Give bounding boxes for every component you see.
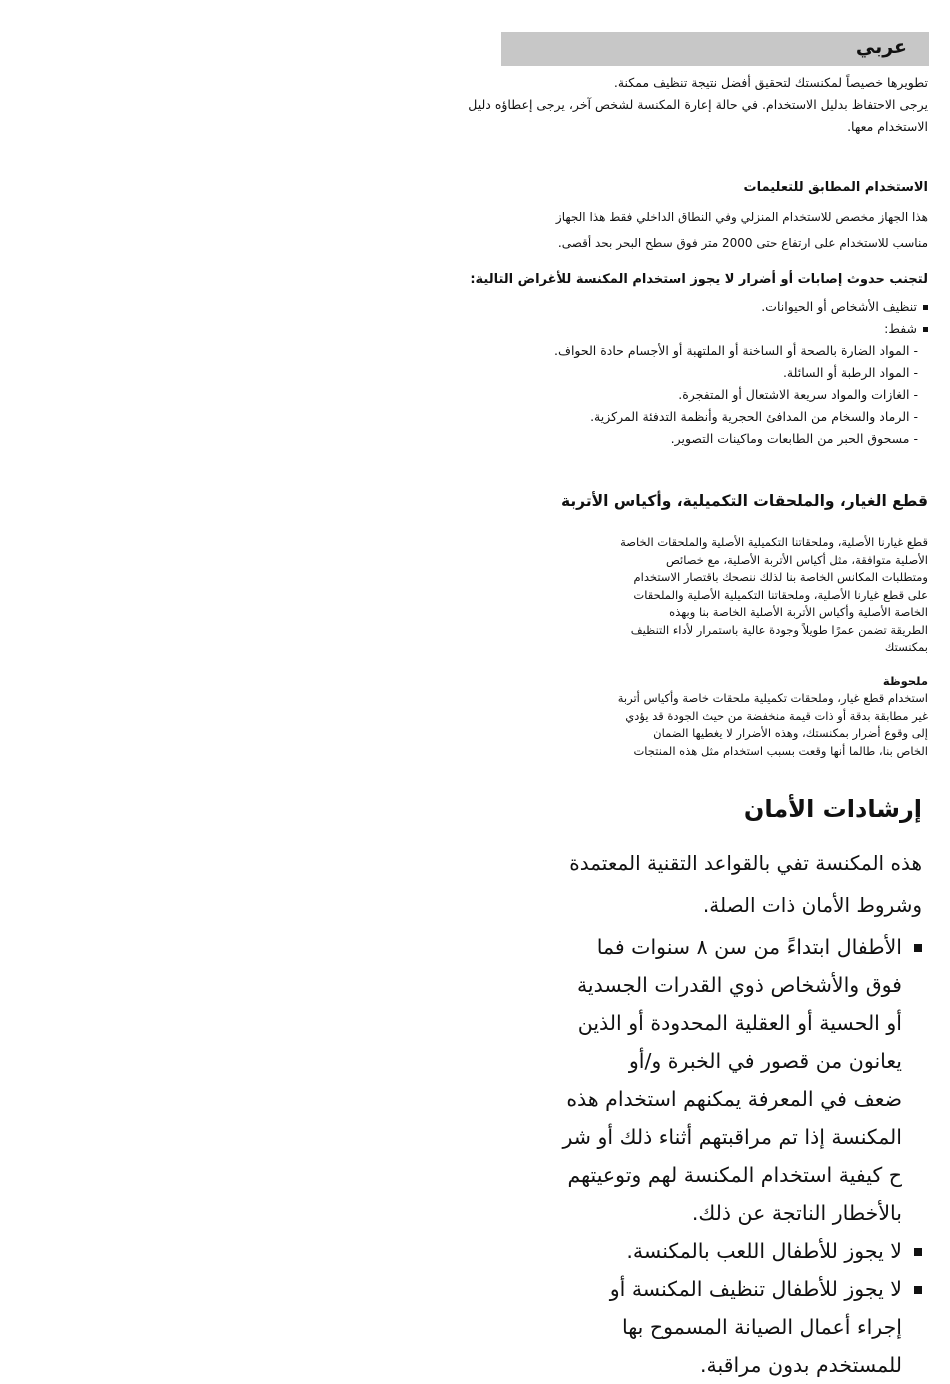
prohibited-use-title: لتجنب حدوث إصابات أو أضرار لا يجوز استخدام المكنسة للأغراض التالية: (470, 272, 928, 287)
note-line: إلى وقوع أضرار بمكنستك، وهذه الأضرار لا يغطيها الضمان (653, 726, 928, 740)
accessories-title: قطع الغيار، والملحقات التكميلية، وأكياس الأتربة (560, 492, 928, 510)
bullet-square-icon (923, 305, 928, 310)
bullet-square-icon (914, 944, 922, 952)
safety-line: المكنسة إذا تم مراقبتهم أثناء ذلك أو شر (562, 1125, 902, 1149)
accessories-line: الأصلية متوافقة، مثل أكياس الأتربة الأصلية، مع خصائص (665, 552, 928, 567)
intro-line: تطويرها خصيصاً لمكنستك لتحقيق أفضل نتيجة تنظيف ممكنة. (613, 75, 928, 90)
language-label: عربي (855, 36, 907, 58)
sub-list-item: - المواد الضارة بالصحة أو الساخنة أو الملتهبة أو الأجسام حادة الحواف. (554, 343, 918, 358)
safety-line: أو الحسية أو العقلية المحدودة أو الذين (577, 1011, 902, 1035)
accessories-line: قطع غيارنا الأصلية، وملحقاتنا التكميلية الأصلية والملحقات الخاصة (620, 535, 928, 549)
safety-line: لا يجوز للأطفال اللعب بالمكنسة. (626, 1239, 902, 1263)
sub-list-item: - مسحوق الحبر من الطابعات وماكينات التصوير. (670, 431, 918, 446)
accessories-line: الطريقة تضمن عمرًا طويلاً وجودة عالية باستمرار لأداء التنظيف (630, 622, 928, 637)
accessories-line: بمكنستك (884, 640, 928, 654)
note-line: غير مطابقة بدقة أو ذات قيمة منخفضة من حيث الجودة قد يؤدي (625, 708, 928, 723)
list-item: تنظيف الأشخاص أو الحيوانات. (408, 296, 928, 318)
language-header-bar (501, 32, 929, 66)
intro-line: الاستخدام معها. (847, 119, 928, 134)
safety-line: إجراء أعمال الصيانة المسموح بها (621, 1315, 902, 1339)
intended-use-title: الاستخدام المطابق للتعليمات (743, 180, 928, 195)
safety-intro-line: وشروط الأمان ذات الصلة. (702, 893, 922, 917)
bullet-square-icon (914, 1248, 922, 1256)
accessories-line: على قطع غيارنا الأصلية، وملحقاتنا التكميلية الأصلية والملحقات (633, 587, 928, 602)
note-line: الخاص بنا، طالما أنها وقعت بسبب استخدام مثل هذه المنتجات (633, 743, 928, 758)
safety-line: يعانون من قصور في الخبرة و/أو (628, 1049, 902, 1073)
sub-list-item: - الرماد والسخام من المدافئ الحجرية وأنظمة التدفئة المركزية. (590, 409, 918, 424)
accessories-body (518, 534, 928, 657)
intro-line: يرجى الاحتفاظ بدليل الاستخدام. في حالة إعارة المكنسة لشخص آخر، يرجى إعطاؤه دليل (468, 97, 928, 112)
safety-line: ح كيفية استخدام المكنسة لهم وتوعيتهم (567, 1163, 902, 1187)
safety-item (522, 928, 922, 1232)
accessories-line: الخاصة الأصلية وأكياس الأتربة الأصلية الخاصة بنا وبهذه (669, 605, 928, 619)
safety-intro (522, 842, 922, 926)
list-item: شفط: (408, 318, 928, 340)
safety-item (522, 1232, 922, 1270)
intended-use-line: مناسب للاستخدام على ارتفاع حتى 2000 متر فوق سطح البحر بحد أقصى. (557, 236, 928, 250)
safety-line: بالأخطار الناتجة عن ذلك. (691, 1201, 902, 1225)
intro-paragraph (428, 72, 928, 138)
note-body (528, 690, 928, 760)
safety-line: فوق والأشخاص ذوي القدرات الجسدية (576, 973, 902, 997)
safety-line: للمستخدم بدون مراقبة. (700, 1353, 902, 1377)
safety-intro-line: هذه المكنسة تفي بالقواعد التقنية المعتمدة (569, 851, 922, 875)
sub-list-item: - المواد الرطبة أو السائلة. (782, 365, 918, 380)
prohibited-use-list (408, 296, 928, 450)
bullet-square-icon (914, 1286, 922, 1294)
note-line: استخدام قطع غيار، وملحقات تكميلية ملحقات خاصة وأكياس أتربة (617, 691, 928, 705)
safety-line: لا يجوز للأطفال تنظيف المكنسة أو (609, 1277, 902, 1301)
safety-item (522, 1270, 922, 1384)
safety-line: الأطفال ابتداءً من سن ٨ سنوات فما (596, 935, 902, 959)
intended-use-body (408, 204, 928, 256)
bullet-square-icon (923, 327, 928, 332)
safety-line: ضعف في المعرفة يمكنهم استخدام هذه (566, 1087, 902, 1111)
safety-title: إرشادات الأمان (743, 795, 922, 823)
note-title: ملحوظة (882, 674, 928, 688)
safety-list (522, 928, 922, 1384)
accessories-line: ومتطلبات المكانس الخاصة بنا لذلك ننصحك باقتصار الاستخدام (633, 570, 928, 584)
sub-list-item: - الغازات والمواد سريعة الاشتعال أو المتفجرة. (678, 387, 918, 402)
intended-use-line: هذا الجهاز مخصص للاستخدام المنزلي وفي النطاق الداخلي فقط هذا الجهاز (555, 210, 928, 224)
